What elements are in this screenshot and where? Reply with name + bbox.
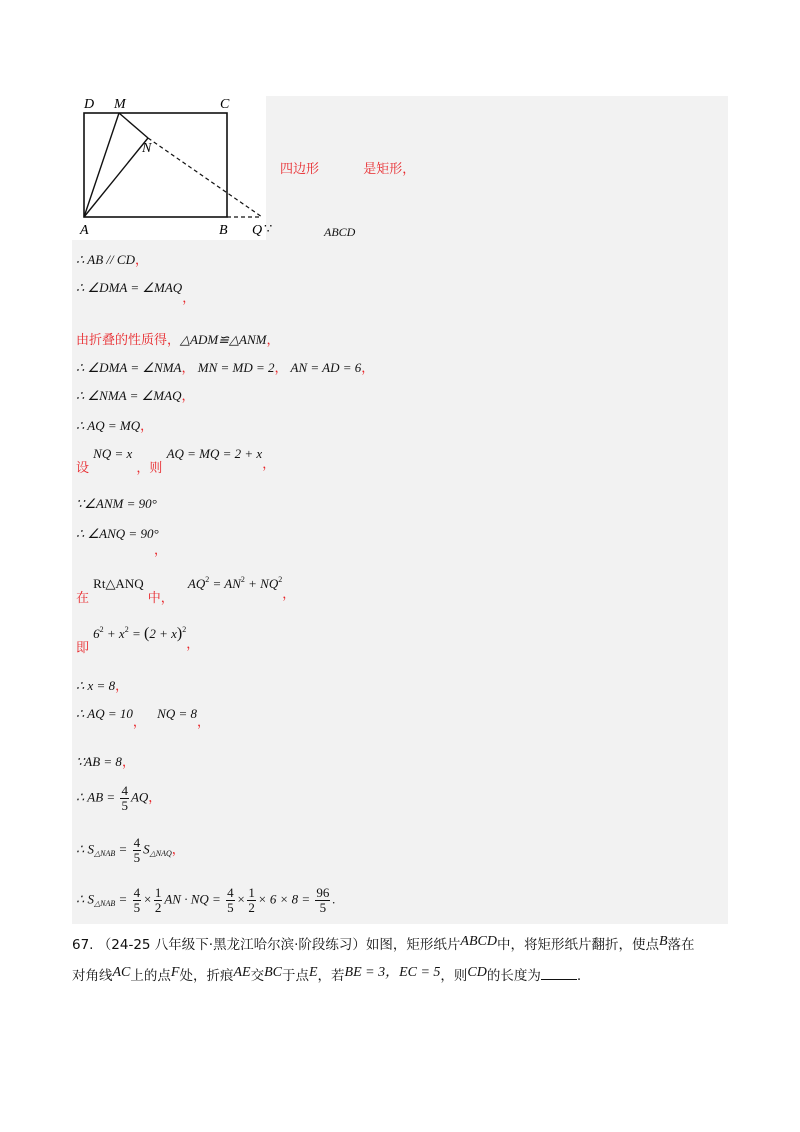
- line-1-math: ABCD: [324, 225, 356, 239]
- label-q: Q: [252, 223, 263, 238]
- label-n: N: [142, 141, 152, 156]
- line-5: ∴ ∠DMA = ∠NMA， MN = MD = 2， AN = AD = 6，: [76, 360, 375, 376]
- line-13: ∴ x = 8，: [76, 678, 129, 694]
- question-67: 67. （24-25 八年级下·黑龙江哈尔滨·阶段练习）如图，矩形纸片ABCD中，将矩形纸片翻折，使点B落在 对角线AC上的点F处，折痕AE交BC于点E，若BE = 3，EC = 5，则CD的长度为 .: [72, 934, 695, 984]
- line-16: ∴ AB = $\frac{4}{5}$ AQ，: [76, 783, 162, 813]
- line-8: 设 NQ = x ，则 AQ = MQ = 2 + x，: [76, 446, 276, 476]
- label-c: C: [220, 97, 230, 112]
- line-10: ∴ ∠ANQ = 90° ，: [76, 526, 168, 558]
- line-6: ∴ ∠NMA = ∠MAQ，: [76, 388, 195, 404]
- label-b: B: [219, 223, 228, 238]
- line-9: ∵∠ANM = 90°: [76, 496, 157, 511]
- rectangle-fold-diagram: [72, 96, 266, 240]
- line-7: ∴ AQ = MQ，: [76, 418, 154, 434]
- line-1-text: 四边形 是矩形，: [280, 162, 416, 177]
- line-3: ∴ ∠DMA = ∠MAQ，: [76, 280, 196, 306]
- label-a: A: [80, 223, 89, 238]
- line-17: ∴ $S_{\triangle NAB}$ = $\frac{4}{5}$ $S_{\triangle NAQ}$，: [76, 835, 185, 865]
- line-18: ∴ $S_{\triangle NAB}$ = $\frac{4}{5}$ × $\frac{1}{2}$ AN · NQ = $\frac{4}{5}$ × $\frac{1}{2}$ × 6 × 8 = $\frac{96}{5}$ .: [76, 885, 336, 915]
- line-12: 即 $6^2 + x^2 = (2 + x)^2$，: [76, 625, 200, 656]
- answer-blank[interactable]: [541, 967, 577, 980]
- geometry-figure: [72, 96, 266, 240]
- because-symbol: ∵: [264, 222, 273, 237]
- line-11: 在 Rt△ANQ 中， $AQ^2 = AN^2 + NQ^2$，: [76, 575, 296, 606]
- label-d: D: [84, 97, 95, 112]
- label-m: M: [114, 97, 126, 112]
- question-number: 67.: [72, 937, 94, 953]
- line-4: 由折叠的性质得，△ADM≌△ANM，: [76, 332, 280, 348]
- line-15: ∵AB = 8，: [76, 754, 135, 770]
- line-2: ∴ AB // CD，: [76, 252, 148, 268]
- line-14: ∴ AQ = 10， NQ = 8，: [76, 706, 211, 730]
- solution-panel: [72, 96, 728, 924]
